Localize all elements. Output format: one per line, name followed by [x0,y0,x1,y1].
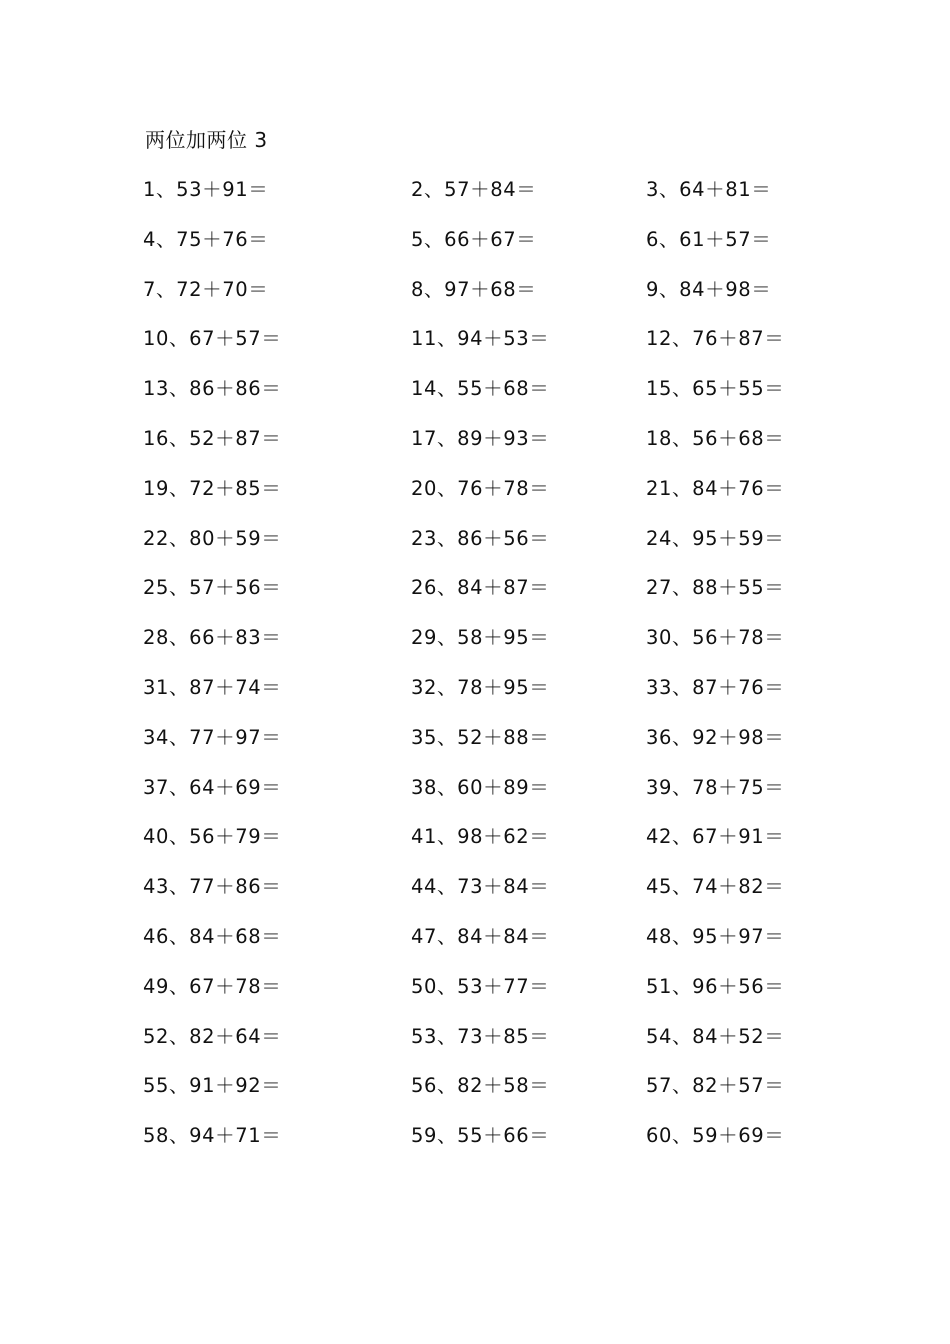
problem-55: 55、91＋92＝ [143,1074,282,1098]
problem-15: 15、65＋55＝ [646,377,785,401]
problem-41: 41、98＋62＝ [411,825,550,849]
problem-7: 7、72＋70＝ [143,277,269,301]
problem-21: 21、84＋76＝ [646,476,785,500]
problem-11: 11、94＋53＝ [411,327,550,351]
problem-9: 9、84＋98＝ [646,277,772,301]
problem-56: 56、82＋58＝ [411,1074,550,1098]
problem-37: 37、64＋69＝ [143,775,282,799]
problem-57: 57、82＋57＝ [646,1074,785,1098]
problem-6: 6、61＋57＝ [646,227,772,251]
problem-32: 32、78＋95＝ [411,675,550,699]
problem-3: 3、64＋81＝ [646,178,772,201]
problem-25: 25、57＋56＝ [143,576,282,600]
problem-31: 31、87＋74＝ [143,675,282,699]
problem-28: 28、66＋83＝ [143,626,282,650]
problem-1: 1、53＋91＝ [143,178,269,201]
problem-22: 22、80＋59＝ [143,526,282,550]
problem-14: 14、55＋68＝ [411,377,550,401]
problem-50: 50、53＋77＝ [411,974,550,998]
problem-27: 27、88＋55＝ [646,576,785,600]
problem-24: 24、95＋59＝ [646,526,785,550]
problem-20: 20、76＋78＝ [411,476,550,500]
problem-38: 38、60＋89＝ [411,775,550,799]
problem-47: 47、84＋84＝ [411,924,550,948]
problem-43: 43、77＋86＝ [143,875,282,899]
problem-18: 18、56＋68＝ [646,426,785,450]
problem-grid [143,176,843,1172]
problem-29: 29、58＋95＝ [411,626,550,650]
problem-12: 12、76＋87＝ [646,327,785,351]
problem-23: 23、86＋56＝ [411,526,550,550]
problem-30: 30、56＋78＝ [646,626,785,650]
problem-46: 46、84＋68＝ [143,924,282,948]
problem-10: 10、67＋57＝ [143,327,282,351]
problem-42: 42、67＋91＝ [646,825,785,849]
problem-49: 49、67＋78＝ [143,974,282,998]
problem-8: 8、97＋68＝ [411,277,537,301]
problem-39: 39、78＋75＝ [646,775,785,799]
problem-58: 58、94＋71＝ [143,1124,282,1148]
problem-52: 52、82＋64＝ [143,1024,282,1048]
problem-60: 60、59＋69＝ [646,1124,785,1148]
problem-34: 34、77＋97＝ [143,725,282,749]
problem-44: 44、73＋84＝ [411,875,550,899]
problem-59: 59、55＋66＝ [411,1124,550,1148]
problem-35: 35、52＋88＝ [411,725,550,749]
problem-53: 53、73＋85＝ [411,1024,550,1048]
problem-2: 2、57＋84＝ [411,178,537,201]
problem-33: 33、87＋76＝ [646,675,785,699]
problem-26: 26、84＋87＝ [411,576,550,600]
problem-54: 54、84＋52＝ [646,1024,785,1048]
problem-4: 4、75＋76＝ [143,227,269,251]
problem-16: 16、52＋87＝ [143,426,282,450]
worksheet-title: 两位加两位 3 [145,128,268,152]
problem-19: 19、72＋85＝ [143,476,282,500]
problem-5: 5、66＋67＝ [411,227,537,251]
problem-45: 45、74＋82＝ [646,875,785,899]
problem-51: 51、96＋56＝ [646,974,785,998]
problem-48: 48、95＋97＝ [646,924,785,948]
problem-40: 40、56＋79＝ [143,825,282,849]
problem-17: 17、89＋93＝ [411,426,550,450]
problem-13: 13、86＋86＝ [143,377,282,401]
problem-36: 36、92＋98＝ [646,725,785,749]
